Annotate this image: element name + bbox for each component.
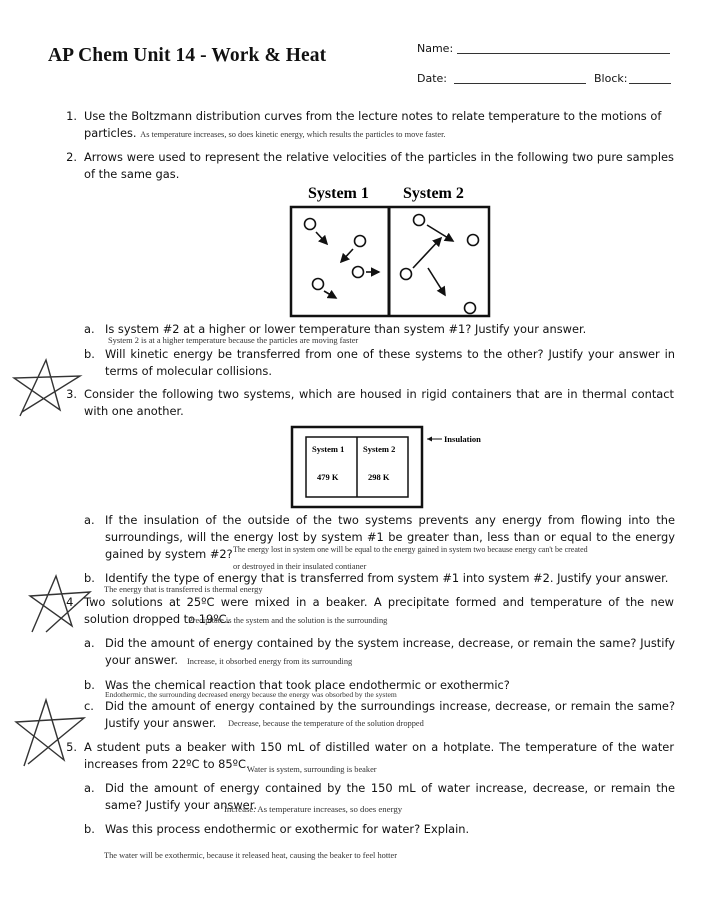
star-mark-q5 (10, 692, 90, 772)
question-3a-text: If the insulation of the outside of the two systems prevents any energy from flowing into the surroundings, will the energy lost by system #1 be greater than, less than or equal to the energy gained by system #2? (105, 513, 675, 561)
block-label: Block: (594, 72, 628, 85)
question-2a-letter: a. (84, 322, 95, 336)
question-5b-letter: b. (84, 822, 95, 836)
question-4-number: 4. (66, 595, 77, 609)
question-3b-answer: The energy that is transferred is thermal energy (104, 585, 263, 594)
question-3a-answer-line-1: The energy lost in system one will be equal to the energy gained in system two because energy can't be created (233, 545, 588, 554)
question-1-number: 1. (66, 109, 77, 123)
star-mark-q4 (26, 570, 96, 640)
question-4-text: Two solutions at 25ºC were mixed in a beaker. A precipitate formed and temperature of the new solution dropped to 19ºC. (84, 595, 674, 626)
question-4a-text: Did the amount of energy contained by the system increase, decrease, or remain the same? Justify your answer. (105, 636, 675, 667)
question-5a-letter: a. (84, 781, 95, 795)
question-3-number: 3. (66, 387, 77, 401)
system-2-particles (401, 215, 479, 314)
question-5b-text: Was this process endothermic or exothermic for water? Explain. (105, 822, 470, 836)
date-label: Date: (417, 72, 447, 85)
question-2b-letter: b. (84, 347, 95, 361)
question-5b-answer: The water will be exothermic, because it released heat, causing the beaker to feel hotter (104, 851, 397, 860)
question-2a-text: Is system #2 at a higher or lower temperature than system #1? Justify your answer. (105, 322, 587, 336)
system-1-temperature: 479 K (317, 472, 339, 482)
insulated-systems-diagram (290, 425, 500, 510)
system-1-label: System 1 (308, 185, 369, 202)
name-label: Name: (417, 42, 454, 55)
question-3b-letter: b. (84, 571, 95, 585)
question-5-number: 5. (66, 740, 77, 754)
question-2-number: 2. (66, 150, 77, 164)
question-5a-answer: Increase. As temperature increases, so does energy (224, 804, 403, 814)
block-line (629, 83, 671, 84)
question-4c-text: Did the amount of energy contained by the surroundings increase, decrease, or remain the same? Justify your answer. (105, 699, 675, 730)
star-mark-q2 (8, 352, 88, 422)
date-line (454, 83, 586, 84)
system-2-label: System 2 (403, 185, 464, 202)
page-title: AP Chem Unit 14 - Work & Heat (48, 45, 327, 66)
question-5-answer: Water is system, surrounding is beaker (247, 765, 377, 774)
question-3-text: Consider the following two systems, which are housed in rigid containers that are in thermal contact with one another. (84, 387, 674, 418)
question-4b-text: Was the chemical reaction that took place endothermic or exothermic? (105, 678, 510, 692)
system-2-name: System 2 (363, 444, 396, 454)
question-1 (84, 108, 674, 143)
question-2a-answer: System 2 is at a higher temperature because the particles are moving faster (108, 336, 359, 345)
question-1-answer: As temperature increases, so does kinetic energy, which results the particles to move faster. (140, 130, 446, 139)
insulation-arrowhead (427, 437, 432, 442)
question-3a-letter: a. (84, 513, 95, 527)
question-4a-letter: a. (84, 636, 95, 650)
insulation-label: Insulation (444, 434, 481, 444)
question-4-answer: Precipitate is the system and the solution is the surrounding (188, 616, 388, 625)
question-2-text: Arrows were used to represent the relative velocities of the particles in the following two pure samples of the same gas. (84, 150, 674, 181)
question-4c-answer: Decrease, because the temperature of the solution dropped (228, 719, 424, 728)
system-1-name: System 1 (312, 444, 345, 454)
question-1-text: Use the Boltzmann distribution curves from the lecture notes to relate temperature to the motions of particles. (84, 109, 662, 140)
name-line (457, 53, 670, 54)
system-2-temperature: 298 K (368, 472, 390, 482)
system-1-particles (305, 219, 380, 299)
question-2b-text: Will kinetic energy be transferred from one of these systems to the other? Justify your answer in terms of molecular collisions. (105, 347, 675, 378)
question-5a-text: Did the amount of energy contained by the 150 mL of water increase, decrease, or remain the same? Justify your answer. (105, 781, 675, 812)
question-4b-letter: b. (84, 678, 95, 692)
question-4c-letter: c. (84, 699, 94, 713)
question-4a-answer: Increase, it obsorbed energy from its surrounding (187, 657, 353, 666)
question-3b-text: Identify the type of energy that is transferred from system #1 into system #2. Justify your answer. (105, 571, 669, 585)
question-4b-answer: Endothermic, the surrounding decreased energy because the energy was obsorbed by the system (105, 690, 397, 699)
velocity-diagram (285, 180, 495, 320)
question-3a-answer-line-2: or destroyed in their insulated contianer (233, 562, 367, 571)
question-5-text: A student puts a beaker with 150 mL of distilled water on a hotplate. The temperature of the water increases from 22ºC to 85ºC. (84, 740, 674, 771)
